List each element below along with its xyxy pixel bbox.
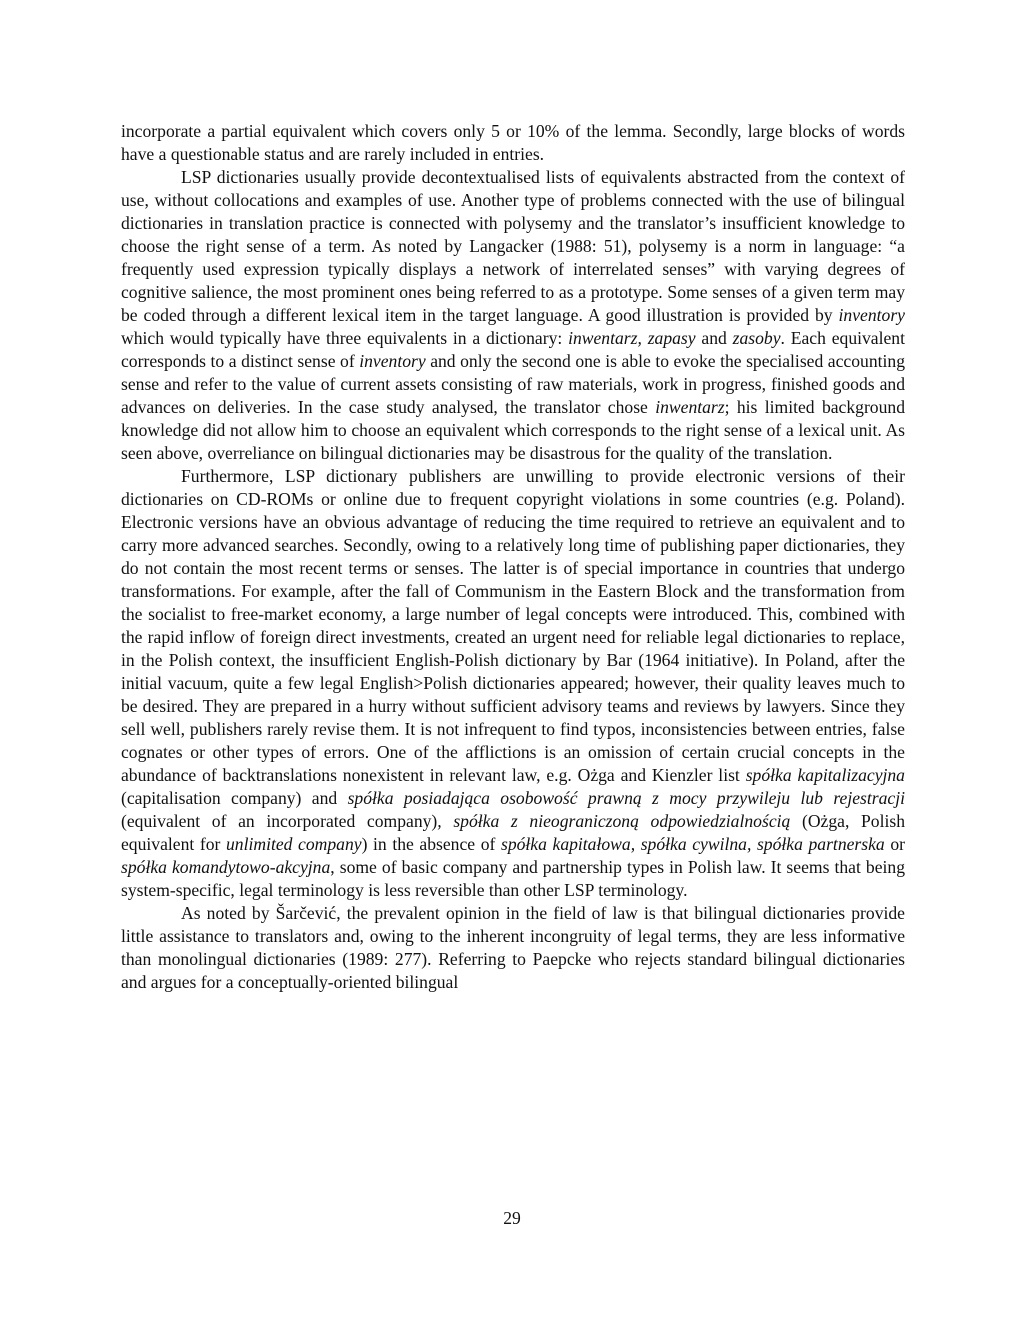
text-run: As noted by Šarčević, the prevalent opinion in the field of law is that bilingual dictionaries provide little assistance to translators and, owing to the inherent incongruity of legal terms, they are less informative than monolingual dictionaries (1989: 277). Referring to Paepcke who rejects standard bilingual dictionaries and argues for a conceptually-oriented bilingual (121, 903, 905, 992)
paragraph (121, 902, 905, 994)
text-run: LSP dictionaries usually provide decontextualised lists of equivalents abstracted from the context of use, without collocations and examples of use. Another type of problems connected with the use of bilingual dictionaries in translation practice is connected with polysemy and the translator’s insufficient knowledge to choose the right sense of a term. As noted by Langacker (1988: 51), polysemy is a norm in language: “a frequently used expression typically displays a network of interrelated senses” with varying degrees of cognitive salience, the most prominent ones being referred to as a prototype. Some senses of a given term may be coded through a different lexical item in the target language. A good illustration is provided by (121, 167, 905, 325)
italic-term: spółka posiadająca osobowość prawną z mocy przywileju lub rejestracji (347, 788, 906, 808)
text-run: or (884, 834, 905, 854)
italic-term: spółka kapitałowa, spółka cywilna, spółka partnerska (500, 834, 885, 854)
text-run: . Each equivalent corresponds to a distinct sense of (121, 328, 905, 371)
italic-term: spółka komandytowo-akcyjna (121, 857, 331, 877)
paragraph (121, 465, 905, 902)
italic-term: unlimited company (226, 834, 362, 854)
italic-term: inventory (359, 351, 426, 371)
document-body (121, 120, 905, 994)
paragraph (121, 120, 905, 166)
text-run: Furthermore, LSP dictionary publishers are unwilling to provide electronic versions of their dictionaries on CD-ROMs or online due to frequent copyright violations in some countries (e.g. Poland). Electronic versions have an obvious advantage of reducing the time required to retrieve an equivalent and to carry more advanced searches. Secondly, owing to a relatively long time of publishing paper dictionaries, they do not contain the most recent terms or senses. The latter is of special importance in countries that undergo transformations. For example, after the fall of Communism in the Eastern Block and the transformation from the socialist to free-market economy, a large number of legal concepts were introduced. This, combined with the rapid inflow of foreign direct investments, created an urgent need for reliable legal dictionaries to replace, in the Polish context, the insufficient English-Polish dictionary by Bar (1964 initiative). In Poland, after the initial vacuum, quite a few legal English>Polish dictionaries appeared; however, their quality leaves much to be desired. They are prepared in a hurry without sufficient advisory teams and reviews by lawyers. Since they sell well, publishers rarely revise them. It is not infrequent to find typos, inconsistencies between entries, false cognates or other types of errors. One of the afflictions is an omission of certain crucial concepts in the abundance of backtranslations nonexistent in relevant law, e.g. Ożga and Kienzler list (121, 466, 905, 785)
page-number: 29 (503, 1208, 521, 1228)
text-run: and only the second one is able to evoke the specialised accounting sense and refer to the value of current assets consisting of raw materials, work in progress, finished goods and advances on deliveries. In the case study analysed, the translator chose (121, 351, 905, 417)
text-run: ; his limited background knowledge did not allow him to choose an equivalent which corresponds to the right sense of a lexical unit. As seen above, overreliance on bilingual dictionaries may be disastrous for the quality of the translation. (121, 397, 905, 463)
italic-term: , spółka z nieograniczoną odpowiedzialnością (437, 811, 791, 831)
text-run: ) in the absence of (361, 834, 501, 854)
text-run: (capitalisation company) and (121, 788, 348, 808)
italic-term: zasoby (732, 328, 781, 348)
text-run: incorporate a partial equivalent which covers only 5 or 10% of the lemma. Secondly, large blocks of words have a questionable status and are rarely included in entries. (121, 121, 905, 164)
italic-term: spółka kapitalizacyjna (745, 765, 905, 785)
italic-term: inventory (838, 305, 905, 325)
italic-term: inwentarz, zapasy (568, 328, 696, 348)
text-run: and (695, 328, 733, 348)
text-run: , some of basic company and partnership types in Polish law. It seems that being system-specific, legal terminology is less reversible than other LSP terminology. (121, 857, 905, 900)
italic-term: inwentarz (655, 397, 725, 417)
text-run: (equivalent of an incorporated company) (121, 811, 438, 831)
text-run: which would typically have three equivalents in a dictionary: (121, 328, 569, 348)
text-run: (Ożga, Polish equivalent for (121, 811, 905, 854)
paragraph (121, 166, 905, 465)
